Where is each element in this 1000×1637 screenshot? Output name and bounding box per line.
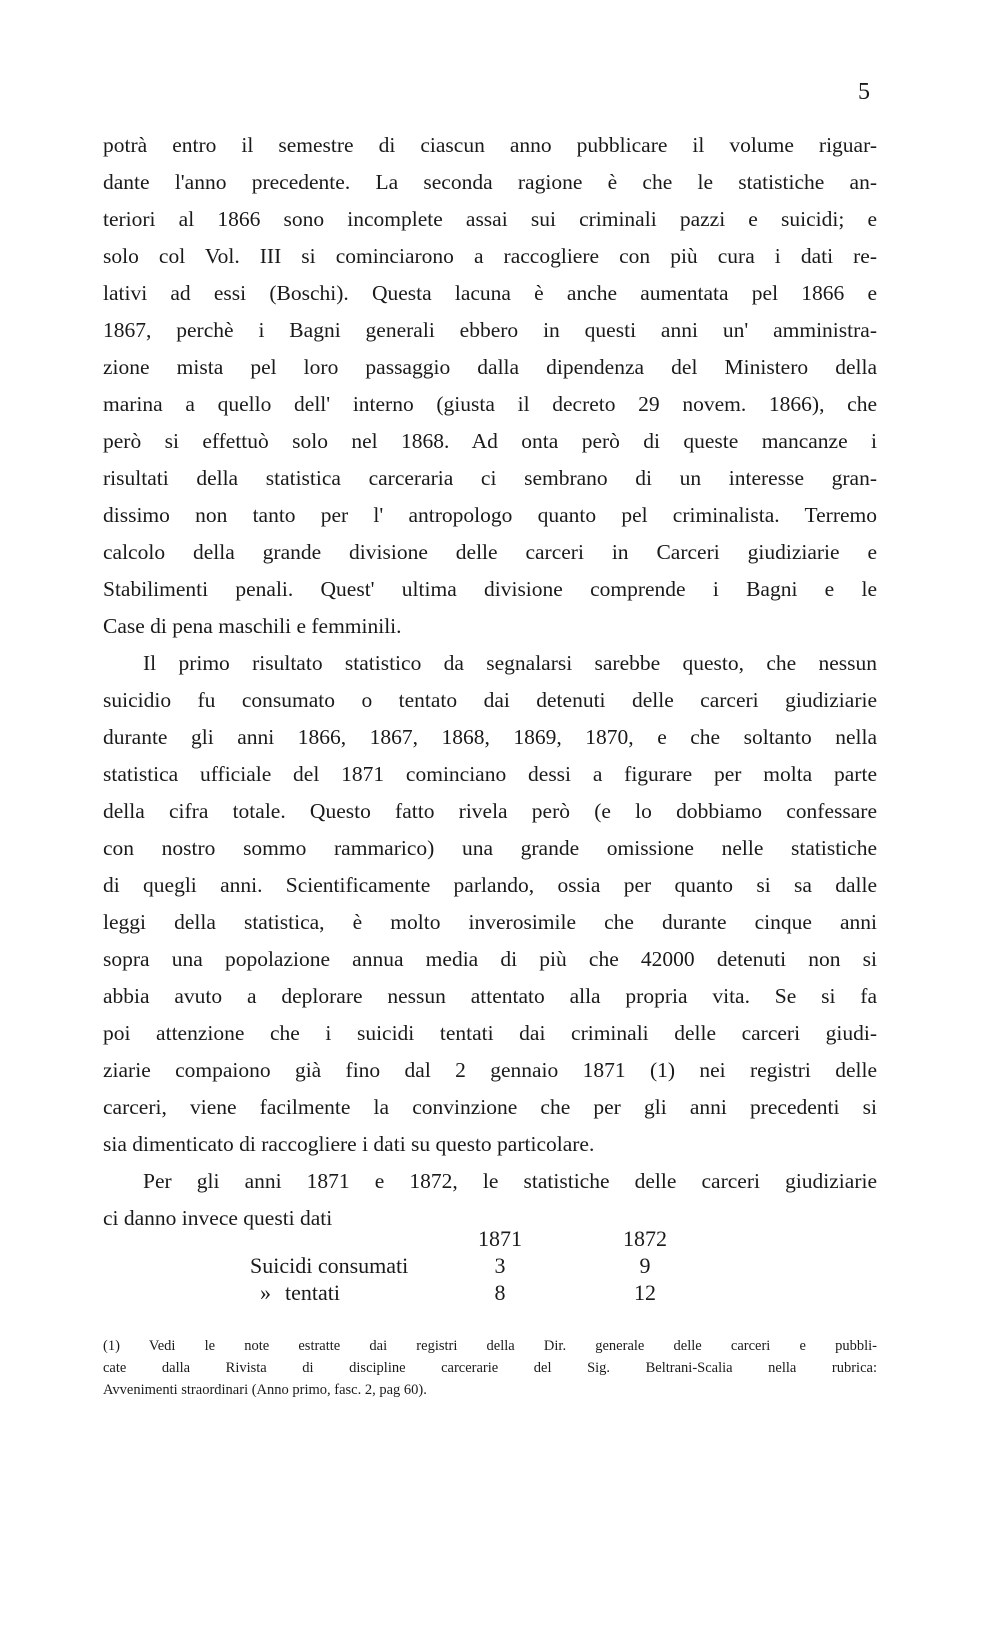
table-cell: 9: [639, 1253, 651, 1278]
body-line: Stabilimenti penali. Quest' ultima divisione comprende i Bagni e le: [103, 577, 877, 601]
body-line: zione mista pel loro passaggio dalla dipendenza del Ministero della: [103, 355, 877, 379]
table-header-row: [240, 1226, 700, 1253]
year-header: 1871: [478, 1226, 522, 1251]
body-line: statistica ufficiale del 1871 cominciano dessi a figurare per molta parte: [103, 762, 877, 786]
body-line: Case di pena maschili e femminili.: [103, 614, 402, 638]
body-text: [103, 127, 877, 1237]
body-line: risultati della statistica carceraria ci sembrano di un interesse gran-: [103, 466, 877, 490]
footnote-line: (1) Vedi le note estratte dai registri della Dir. generale delle carceri e pubbli-: [103, 1338, 877, 1354]
body-line: calcolo della grande divisione delle carceri in Carceri giudiziarie e: [103, 540, 877, 564]
body-line: teriori al 1866 sono incomplete assai sui criminali pazzi e suicidi; e: [103, 207, 877, 231]
footnote: [103, 1335, 877, 1401]
ditto-mark: »: [260, 1280, 271, 1305]
body-line: ci danno invece questi dati: [103, 1206, 333, 1230]
page-number: 5: [858, 79, 870, 105]
year-header: 1872: [623, 1226, 667, 1251]
body-line: durante gli anni 1866, 1867, 1868, 1869, 1870, e che soltanto nella: [103, 725, 877, 749]
body-line: poi attenzione che i suicidi tentati dai criminali delle carceri giudi-: [103, 1021, 877, 1045]
body-line: solo col Vol. III si cominciarono a raccogliere con più cura i dati re-: [103, 244, 877, 268]
body-line: sopra una popolazione annua media di più che 42000 detenuti non si: [103, 947, 877, 971]
body-line: 1867, perchè i Bagni generali ebbero in questi anni un' amministra-: [103, 318, 877, 342]
body-line: carceri, viene facilmente la convinzione che per gli anni precedenti si: [103, 1095, 877, 1119]
suicide-table: [240, 1226, 700, 1307]
body-line: potrà entro il semestre di ciascun anno pubblicare il volume riguar-: [103, 133, 877, 157]
body-line: ziarie compaiono già fino dal 2 gennaio 1871 (1) nei registri delle: [103, 1058, 877, 1082]
body-line: però si effettuò solo nel 1868. Ad onta però di queste mancanze i: [103, 429, 877, 453]
body-line: sia dimenticato di raccogliere i dati su questo particolare.: [103, 1132, 595, 1156]
body-line: lativi ad essi (Boschi). Questa lacuna è anche aumentata pel 1866 e: [103, 281, 877, 305]
footnote-line: cate dalla Rivista di discipline carcerarie del Sig. Beltrani-Scalia nella rubrica:: [103, 1360, 877, 1376]
table-row: [240, 1280, 700, 1307]
table-row: [240, 1253, 700, 1280]
body-line: con nostro sommo rammarico) una grande omissione nelle statistiche: [103, 836, 877, 860]
body-line: Il primo risultato statistico da segnalarsi sarebbe questo, che nessun: [143, 651, 877, 675]
footnote-line: Avvenimenti straordinari (Anno primo, fasc. 2, pag 60).: [103, 1382, 427, 1398]
row-label: tentati: [285, 1280, 340, 1305]
body-line: leggi della statistica, è molto inverosimile che durante cinque anni: [103, 910, 877, 934]
row-label: Suicidi consumati: [250, 1253, 409, 1278]
body-line: della cifra totale. Questo fatto rivela però (e lo dobbiamo confessare: [103, 799, 877, 823]
body-line: dissimo non tanto per l' antropologo quanto pel criminalista. Terremo: [103, 503, 877, 527]
body-line: dante l'anno precedente. La seconda ragione è che le statistiche an-: [103, 170, 877, 194]
body-line: Per gli anni 1871 e 1872, le statistiche delle carceri giudiziarie: [143, 1169, 877, 1193]
table-cell: 8: [494, 1280, 506, 1305]
body-line: marina a quello dell' interno (giusta il decreto 29 novem. 1866), che: [103, 392, 877, 416]
body-line: abbia avuto a deplorare nessun attentato alla propria vita. Se si fa: [103, 984, 877, 1008]
table-cell: 12: [634, 1280, 656, 1305]
table-cell: 3: [494, 1253, 506, 1278]
body-line: suicidio fu consumato o tentato dai detenuti delle carceri giudiziarie: [103, 688, 877, 712]
body-line: di quegli anni. Scientificamente parlando, ossia per quanto si sa dalle: [103, 873, 877, 897]
